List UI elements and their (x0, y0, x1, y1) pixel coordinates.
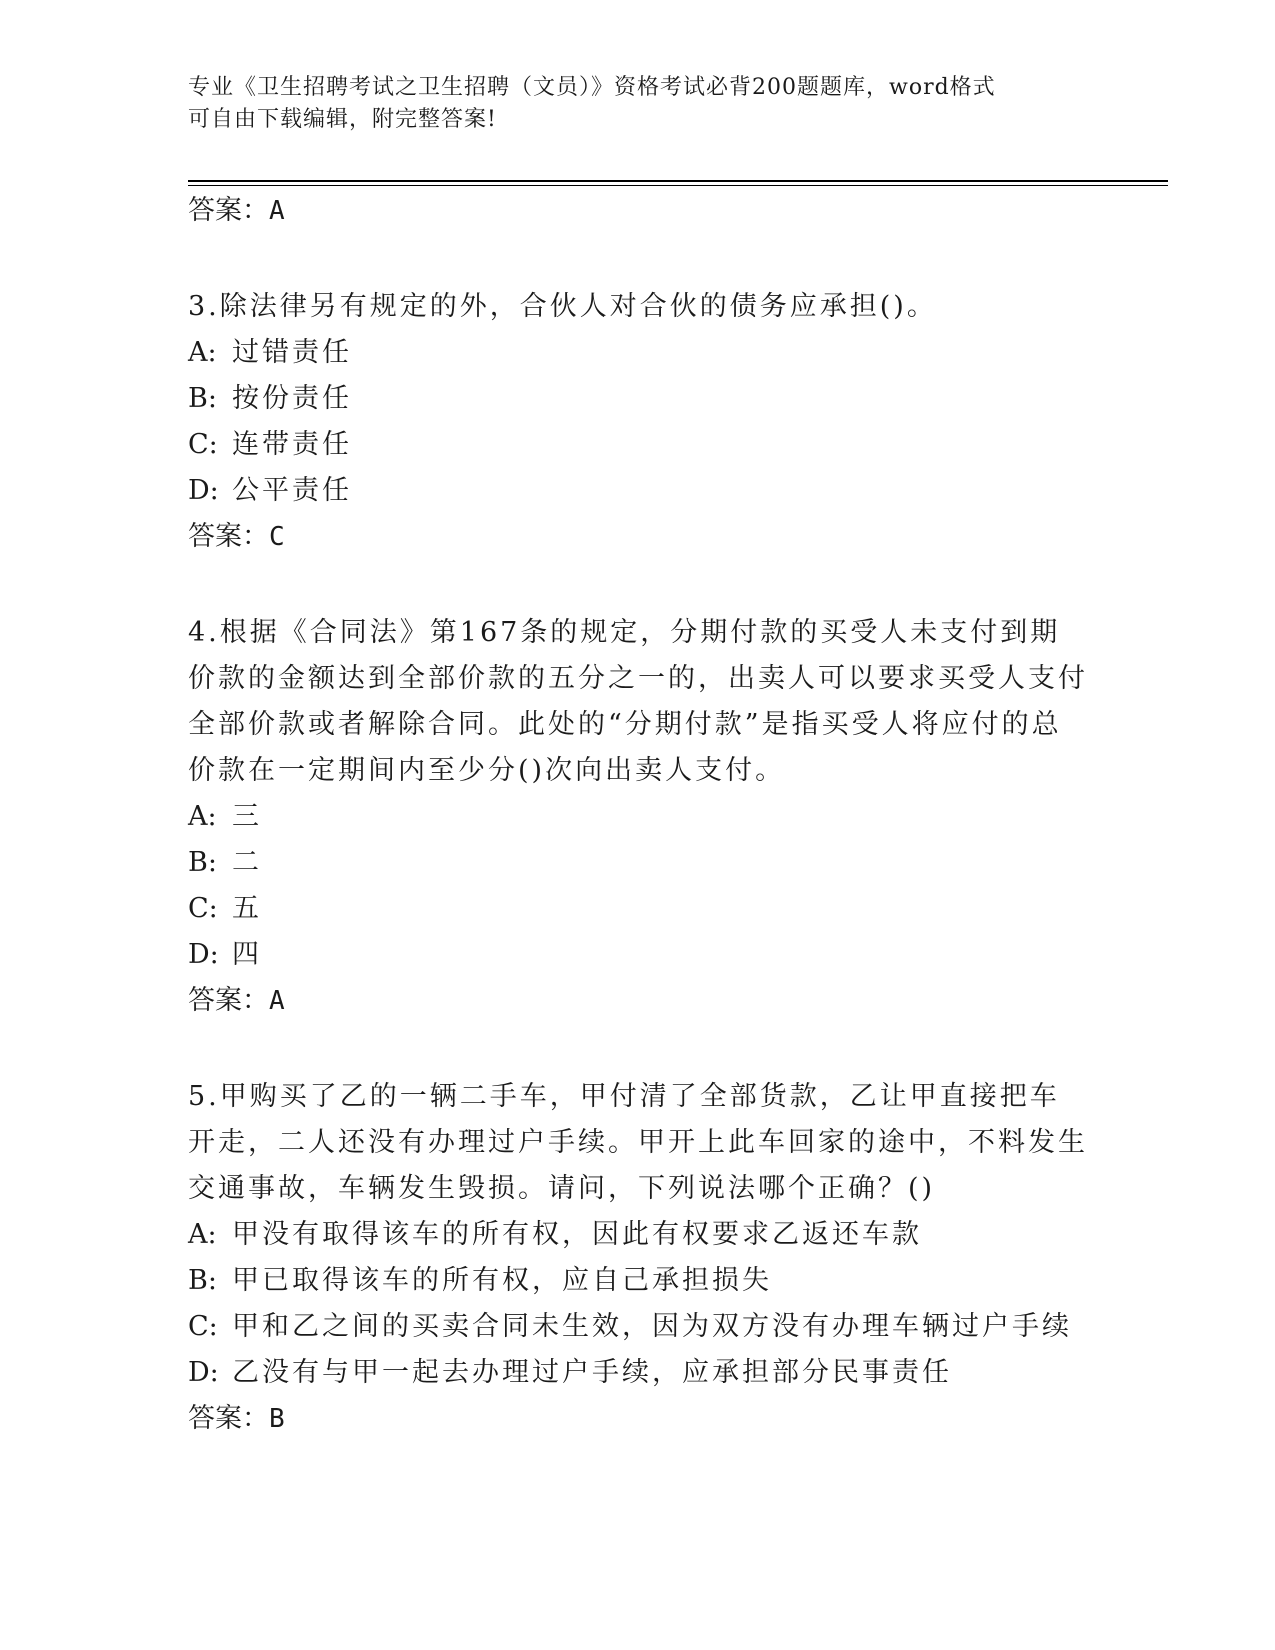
option-d (188, 932, 1088, 978)
option-a (188, 330, 1088, 376)
answer-value: C (269, 522, 285, 552)
answer-line (188, 978, 1088, 1024)
question-text: 3.除法律另有规定的外，合伙人对合伙的债务应承担()。 (188, 291, 937, 322)
option-c (188, 886, 1088, 932)
answer-value: A (269, 986, 285, 1016)
option-b (188, 1258, 1088, 1304)
answer-line (188, 1396, 1088, 1442)
option-a (188, 794, 1088, 840)
option-text: 二 (232, 847, 262, 878)
option-letter: C: (188, 429, 218, 460)
option-d (188, 1350, 1088, 1396)
option-text: 四 (232, 939, 262, 970)
document-body (188, 188, 1088, 1442)
option-b (188, 376, 1088, 422)
option-letter: D: (188, 1357, 219, 1388)
option-text: 连带责任 (232, 429, 352, 460)
option-text: 按份责任 (232, 383, 352, 414)
question-4 (188, 610, 1088, 1024)
option-letter: A: (188, 337, 217, 368)
option-text: 甲没有取得该车的所有权，因此有权要求乙返还车款 (232, 1219, 922, 1250)
question-text: 5.甲购买了乙的一辆二手车，甲付清了全部货款，乙让甲直接把车开走，二人还没有办理过户手续。甲开上此车回家的途中，不料发生交通事故，车辆发生毁损。请问，下列说法哪个正确？() (188, 1081, 1088, 1204)
option-text: 公平责任 (232, 475, 352, 506)
answer-label: 答案： (188, 1403, 269, 1434)
answer-value: B (269, 1404, 285, 1434)
option-letter: B: (188, 847, 217, 878)
question-3 (188, 284, 1088, 560)
option-letter: C: (188, 893, 218, 924)
answer-label: 答案： (188, 195, 269, 226)
option-letter: B: (188, 1265, 217, 1296)
option-text: 甲已取得该车的所有权，应自己承担损失 (232, 1265, 772, 1296)
option-a (188, 1212, 1088, 1258)
header-line-2: 可自由下载编辑，附完整答案! (188, 107, 497, 132)
option-d (188, 468, 1088, 514)
option-letter: B: (188, 383, 217, 414)
option-text: 甲和乙之间的买卖合同未生效，因为双方没有办理车辆过户手续 (232, 1311, 1072, 1342)
option-letter: C: (188, 1311, 218, 1342)
header-divider-thick (188, 180, 1168, 182)
answer-label: 答案： (188, 521, 269, 552)
header-line-1: 专业《卫生招聘考试之卫生招聘（文员）》资格考试必背200题题库，word格式 (188, 75, 996, 100)
option-text: 三 (232, 801, 262, 832)
answer-label: 答案： (188, 985, 269, 1016)
option-letter: A: (188, 801, 217, 832)
answer-value: A (269, 196, 285, 226)
option-letter: D: (188, 939, 219, 970)
document-header (188, 72, 1068, 136)
answer-line (188, 188, 1088, 234)
answer-line (188, 514, 1088, 560)
option-letter: A: (188, 1219, 217, 1250)
option-c (188, 1304, 1088, 1350)
question-text: 4.根据《合同法》第167条的规定，分期付款的买受人未支付到期价款的金额达到全部价款的五分之一的，出卖人可以要求买受人支付全部价款或者解除合同。此处的“分期付款”是指买受人将应付的总价款在一定期间内至少分()次向出卖人支付。 (188, 617, 1088, 786)
option-text: 五 (232, 893, 262, 924)
option-b (188, 840, 1088, 886)
option-letter: D: (188, 475, 219, 506)
question-5 (188, 1074, 1088, 1442)
option-c (188, 422, 1088, 468)
header-divider-thin (188, 185, 1168, 186)
option-text: 过错责任 (232, 337, 352, 368)
option-text: 乙没有与甲一起去办理过户手续，应承担部分民事责任 (232, 1357, 952, 1388)
